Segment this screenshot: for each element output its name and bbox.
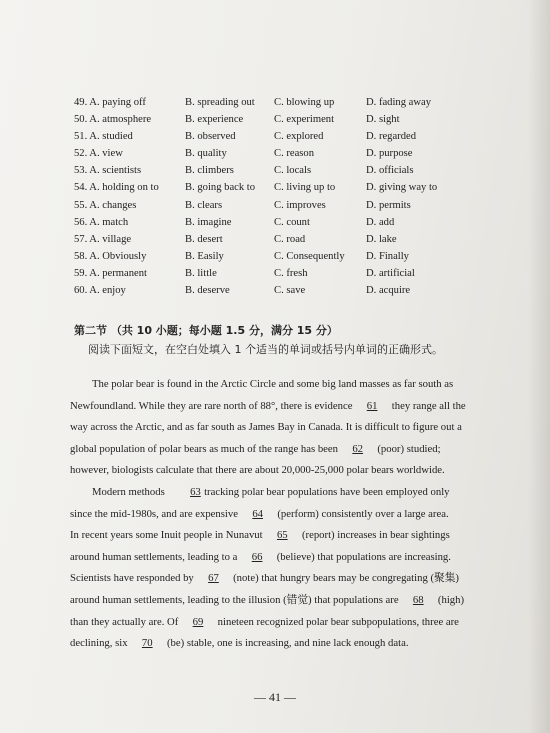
passage-text: since the mid-1980s, and are expensive bbox=[70, 507, 238, 520]
question-row-56 bbox=[74, 214, 456, 231]
option-b: B. Easily bbox=[185, 250, 224, 262]
section-title: 第二节 （共 10 小题；每小题 1.5 分，满分 15 分） bbox=[74, 324, 338, 337]
blank-67[interactable]: 67 bbox=[208, 572, 219, 585]
blank-65[interactable]: 65 bbox=[276, 529, 288, 542]
blank-69[interactable]: 69 bbox=[192, 615, 204, 628]
blank-61[interactable]: 61 bbox=[366, 399, 378, 412]
passage-paragraph-1 bbox=[70, 374, 466, 482]
option-c: C. road bbox=[274, 233, 306, 245]
blank-66[interactable]: 66 bbox=[251, 550, 263, 563]
question-row-57 bbox=[74, 231, 456, 248]
blank-70[interactable]: 70 bbox=[141, 637, 153, 650]
option-a: 49. A. paying off bbox=[74, 97, 146, 108]
option-d: D. lake bbox=[366, 233, 397, 245]
passage-text: (be) stable, one is increasing, and nine lack enough data. bbox=[166, 637, 409, 650]
option-b: B. clears bbox=[185, 199, 223, 211]
passage-text: Modern methods bbox=[92, 485, 165, 498]
option-b: B. imagine bbox=[185, 216, 232, 228]
passage-paragraph-2 bbox=[70, 482, 465, 655]
passage-text: declining, six bbox=[70, 637, 128, 650]
question-row-58 bbox=[74, 248, 456, 265]
question-row-59 bbox=[74, 265, 456, 282]
passage-text: (believe) that populations are increasing. bbox=[276, 550, 451, 563]
option-a: 50. A. atmosphere bbox=[74, 114, 152, 126]
option-c: C. Consequently bbox=[274, 250, 345, 262]
passage-text: they range all the bbox=[391, 399, 466, 412]
option-a: 58. A. Obviously bbox=[74, 250, 147, 262]
passage-text: (perform) consistently over a large area. bbox=[277, 507, 449, 520]
question-row-51 bbox=[74, 128, 456, 145]
option-a: 54. A. holding on to bbox=[74, 182, 159, 194]
passage-line bbox=[70, 396, 466, 418]
passage-text: Scientists have responded by bbox=[70, 572, 194, 585]
blank-63[interactable]: 63 bbox=[190, 485, 201, 498]
option-d: D. officials bbox=[366, 165, 414, 177]
passage-text: than they actually are. Of bbox=[70, 615, 179, 628]
question-row-60 bbox=[74, 282, 456, 299]
option-b: B. going back to bbox=[185, 182, 256, 194]
option-d: D. regarded bbox=[366, 131, 416, 143]
passage-text: however, biologists calculate that there are about 20,000-25,000 polar bears worldwide. bbox=[70, 464, 445, 477]
passage-text: Newfoundland. While they are rare north of 88°, there is evidence bbox=[70, 399, 353, 412]
page-number: — 41 — bbox=[254, 690, 296, 704]
option-c: C. improves bbox=[274, 199, 326, 211]
passage-text: around human settlements, leading to a bbox=[70, 550, 238, 563]
option-b: B. observed bbox=[185, 131, 236, 143]
passage-text: way across the Arctic, and as far south as James Bay in Canada. It is difficult to figure out a bbox=[70, 421, 462, 434]
question-row-53 bbox=[74, 162, 456, 179]
question-row-52 bbox=[74, 145, 456, 162]
passage-text: (poor) studied; bbox=[377, 442, 441, 455]
passage-line bbox=[70, 417, 462, 439]
option-d: D. add bbox=[366, 216, 395, 228]
section-instruction: 阅读下面短文，在空白处填入 1 个适当的单词或括号内单词的正确形式。 bbox=[88, 343, 443, 356]
passage-text: tracking polar bear populations have been employed only bbox=[204, 485, 450, 498]
option-c: C. locals bbox=[274, 165, 312, 177]
option-a: 53. A. scientists bbox=[74, 165, 142, 177]
passage-line bbox=[70, 590, 465, 612]
option-a: 52. A. view bbox=[74, 148, 123, 160]
passage-line bbox=[70, 568, 459, 590]
option-a: 60. A. enjoy bbox=[74, 285, 126, 297]
question-row-55 bbox=[74, 197, 456, 214]
option-b: B. experience bbox=[185, 114, 244, 126]
passage-text: (report) increases in bear sightings bbox=[301, 529, 450, 542]
passage-line bbox=[70, 525, 450, 547]
passage-text: global population of polar bears as much of the range has been bbox=[70, 442, 338, 455]
option-c: C. fresh bbox=[274, 267, 308, 279]
option-b: B. climbers bbox=[185, 165, 234, 177]
option-d: D. fading away bbox=[366, 97, 432, 108]
option-b: B. desert bbox=[185, 233, 223, 245]
option-d: D. sight bbox=[366, 114, 400, 126]
passage-text: around human settlements, leading to the illusion (错觉) that populations are bbox=[70, 593, 399, 606]
passage-text: (note) that hungry bears may be congregating (聚集) bbox=[233, 572, 459, 585]
passage-line bbox=[70, 547, 451, 569]
passage-line bbox=[70, 612, 459, 634]
option-d: D. giving way to bbox=[366, 182, 438, 194]
option-a: 57. A. village bbox=[74, 233, 132, 245]
passage-text: (high) bbox=[437, 593, 465, 606]
passage-line bbox=[70, 482, 450, 504]
passage-line bbox=[70, 504, 449, 526]
passage-text: nineteen recognized polar bear subpopulations, three are bbox=[217, 615, 459, 628]
option-c: C. blowing up bbox=[274, 97, 335, 108]
option-a: 56. A. match bbox=[74, 216, 129, 228]
passage-text: The polar bear is found in the Arctic Circle and some big land masses as far south as bbox=[92, 378, 454, 390]
passage-line bbox=[70, 439, 441, 461]
option-b: B. spreading out bbox=[185, 97, 255, 108]
answer-options-list bbox=[74, 94, 456, 299]
option-c: C. experiment bbox=[274, 114, 335, 126]
question-row-54 bbox=[74, 179, 456, 196]
passage-line bbox=[70, 633, 438, 655]
blank-68[interactable]: 68 bbox=[412, 593, 424, 606]
reading-passage bbox=[70, 374, 466, 655]
blank-62[interactable]: 62 bbox=[352, 442, 364, 455]
passage-line bbox=[70, 460, 445, 482]
passage-line bbox=[70, 374, 454, 396]
option-a: 59. A. permanent bbox=[74, 267, 147, 279]
option-c: C. reason bbox=[274, 148, 315, 160]
question-row-49 bbox=[74, 94, 456, 111]
option-d: D. permits bbox=[366, 199, 411, 211]
option-c: C. count bbox=[274, 216, 310, 228]
option-d: D. artificial bbox=[366, 267, 415, 279]
option-b: B. quality bbox=[185, 148, 227, 160]
option-d: D. purpose bbox=[366, 148, 413, 160]
option-a: 55. A. changes bbox=[74, 199, 137, 211]
option-c: C. living up to bbox=[274, 182, 336, 194]
option-c: C. explored bbox=[274, 131, 324, 143]
question-row-50 bbox=[74, 111, 456, 128]
option-c: C. save bbox=[274, 285, 306, 297]
option-a: 51. A. studied bbox=[74, 131, 133, 143]
option-b: B. deserve bbox=[185, 285, 230, 297]
option-d: D. Finally bbox=[366, 250, 409, 262]
blank-64[interactable]: 64 bbox=[252, 507, 263, 520]
option-d: D. acquire bbox=[366, 285, 411, 297]
option-b: B. little bbox=[185, 267, 217, 279]
passage-text: In recent years some Inuit people in Nunavut bbox=[70, 529, 263, 542]
